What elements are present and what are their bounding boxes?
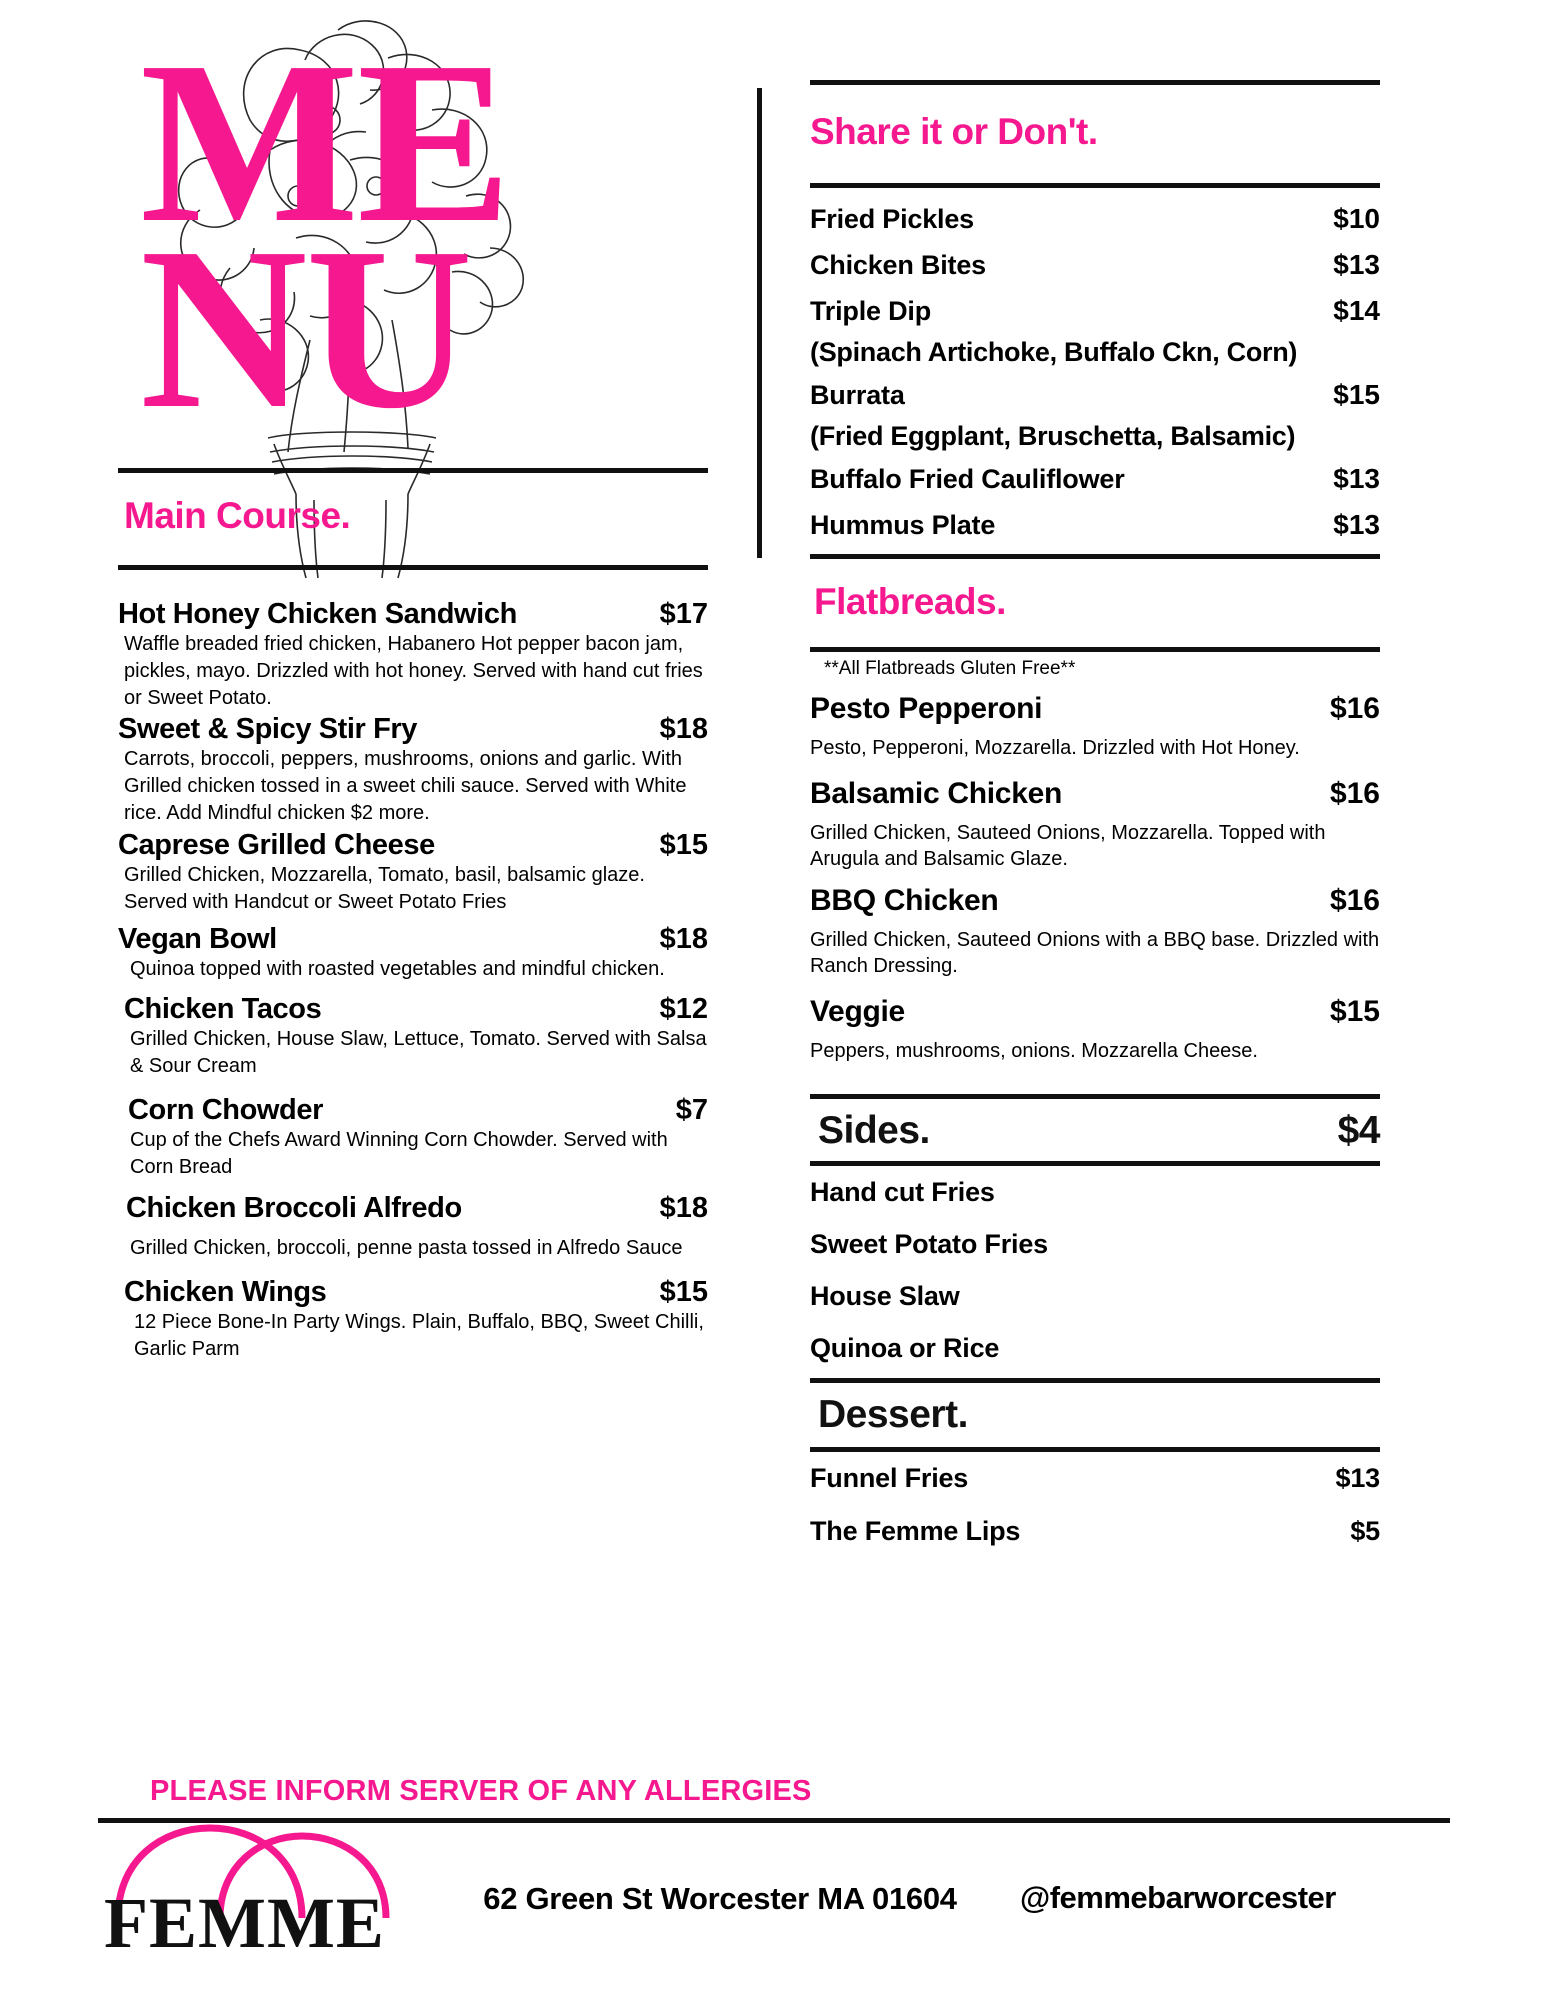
flatbread-item-bbq-chicken (810, 874, 1380, 981)
flatbread-item-price: $15 (1329, 995, 1380, 1028)
main-course-item-price: $18 (659, 1192, 708, 1225)
vertical-divider (757, 88, 762, 558)
share-item-price: $15 (1333, 379, 1380, 410)
flatbread-item-price: $16 (1329, 884, 1380, 917)
femme-logo-wordmark: FEMME (104, 1883, 385, 1963)
dessert-item-price: $13 (1335, 1463, 1380, 1493)
menu-wordmark-line-2: NU (140, 199, 472, 457)
flatbread-item-balsamic-chicken (810, 763, 1380, 874)
main-course-item-name: Hot Honey Chicken Sandwich (118, 598, 517, 630)
share-item-price: $13 (1333, 463, 1380, 494)
flatbread-item-description: Peppers, mushrooms, onions. Mozzarella Cheese. (810, 1040, 1258, 1062)
social-handle: @femmebarworcester (1020, 1880, 1336, 1915)
sides-item-sweet-potato-fries: Sweet Potato Fries (810, 1229, 1048, 1259)
dessert-item-the-femme-lips (810, 1505, 1380, 1558)
main-course-item-description: Carrots, broccoli, peppers, mushrooms, onions and garlic. With Grilled chicken tossed in a sweet chili sauce. Served with White rice. Add Mindful chicken $2 more. (124, 748, 687, 824)
share-item-fried-pickles (810, 196, 1380, 242)
main-course-item-caprese-grilled-cheese (118, 829, 708, 918)
share-list-top-rule (810, 183, 1380, 188)
flatbread-item-description: Pesto, Pepperoni, Mozzarella. Drizzled with Hot Honey. (810, 737, 1300, 759)
main-course-item-price: $7 (675, 1093, 708, 1126)
main-course-item-name: Sweet & Spicy Stir Fry (118, 713, 418, 746)
femme-logo (100, 1822, 420, 1972)
flatbreads-section-title: Flatbreads. (814, 581, 1006, 622)
share-item-price: $13 (1333, 249, 1380, 280)
flatbread-item-pesto-pepperoni (810, 684, 1380, 763)
share-item-burrata-subtitle: (Fried Eggplant, Bruschetta, Balsamic) (810, 421, 1296, 451)
sides-section-header (810, 1099, 1380, 1161)
main-course-item-corn-chowder (118, 1082, 708, 1183)
sides-section-price: $4 (1337, 1109, 1380, 1152)
left-column (118, 468, 708, 1365)
main-course-item-hot-honey-chicken-sandwich (118, 592, 708, 713)
menu-wordmark (140, 14, 510, 457)
main-course-item-description: Grilled Chicken, broccoli, penne pasta tossed in Alfredo Sauce (130, 1237, 683, 1260)
main-course-item-description: Cup of the Chefs Award Winning Corn Chowder. Served with Corn Bread (130, 1128, 668, 1178)
share-item-hummus-plate (810, 502, 1380, 548)
main-course-item-sweet-and-spicy-stir-fry (118, 713, 708, 828)
main-course-item-vegan-bowl (118, 917, 708, 985)
share-section-title: Share it or Don't. (810, 111, 1098, 152)
main-course-item-name: Caprese Grilled Cheese (118, 828, 435, 861)
main-course-item-description: Waffle breaded fried chicken, Habanero Hot pepper bacon jam, pickles, mayo. Drizzled with hot honey. Served with hand cut fries or Sweet Potato. (124, 633, 703, 709)
dessert-item-name: Funnel Fries (810, 1463, 969, 1493)
right-column (810, 80, 1380, 1558)
flatbread-item-description: Grilled Chicken, Sauteed Onions with a BBQ base. Drizzled with Ranch Dressing. (810, 929, 1380, 977)
share-item-price: $13 (1333, 509, 1380, 540)
main-course-item-description: Quinoa topped with roasted vegetables and mindful chicken. (130, 958, 665, 981)
share-item-name: Chicken Bites (810, 250, 986, 280)
share-item-price: $10 (1333, 203, 1380, 234)
sides-section-title: Sides. (818, 1109, 930, 1152)
dessert-item-name: The Femme Lips (810, 1516, 1021, 1546)
main-course-item-description: Grilled Chicken, House Slaw, Lettuce, Tomato. Served with Salsa & Sour Cream (130, 1028, 707, 1077)
flatbread-item-description: Grilled Chicken, Sauteed Onions, Mozzarella. Topped with Arugula and Balsamic Glaze. (810, 822, 1326, 870)
main-course-item-price: $15 (659, 828, 708, 861)
flatbread-item-name: BBQ Chicken (810, 884, 999, 917)
sides-item-house-slaw: House Slaw (810, 1281, 960, 1311)
share-item-triple-dip (810, 288, 1380, 334)
share-item-name: Triple Dip (810, 296, 932, 326)
share-item-price: $14 (1333, 295, 1380, 326)
main-course-item-chicken-wings (118, 1264, 708, 1365)
flatbread-item-veggie (810, 981, 1380, 1066)
dessert-item-price: $5 (1350, 1516, 1380, 1546)
restaurant-address: 62 Green St Worcester MA 01604 (483, 1881, 957, 1916)
main-course-item-description: Grilled Chicken, Mozzarella, Tomato, basil, balsamic glaze. Served with Handcut or Sweet Potato Fries (124, 863, 645, 913)
main-course-item-description: 12 Piece Bone-In Party Wings. Plain, Buffalo, BBQ, Sweet Chilli, Garlic Parm (134, 1311, 704, 1360)
main-course-list-rule (118, 565, 708, 570)
share-item-chicken-bites (810, 242, 1380, 288)
allergy-notice: PLEASE INFORM SERVER OF ANY ALLERGIES (150, 1775, 812, 1807)
main-course-item-price: $12 (659, 993, 708, 1026)
dessert-section-title: Dessert. (818, 1393, 968, 1436)
sides-item-quinoa-or-rice: Quinoa or Rice (810, 1333, 1000, 1363)
flatbread-item-name: Veggie (810, 995, 905, 1028)
share-item-burrata (810, 372, 1380, 418)
main-course-item-chicken-tacos (118, 985, 708, 1082)
main-course-item-name: Chicken Tacos (124, 993, 322, 1026)
flatbread-item-name: Balsamic Chicken (810, 777, 1062, 810)
main-course-item-price: $17 (659, 598, 708, 630)
flatbread-item-price: $16 (1329, 692, 1380, 725)
share-item-name: Burrata (810, 380, 905, 410)
sides-item-hand-cut-fries: Hand cut Fries (810, 1177, 995, 1207)
main-course-item-name: Corn Chowder (128, 1093, 323, 1126)
main-course-item-name: Chicken Wings (124, 1276, 327, 1309)
flatbread-item-price: $16 (1329, 777, 1380, 810)
main-course-item-price: $18 (659, 923, 708, 956)
main-course-section-title: Main Course. (124, 495, 351, 536)
share-item-name: Fried Pickles (810, 204, 974, 234)
share-item-buffalo-fried-cauliflower (810, 456, 1380, 502)
main-course-item-price: $15 (659, 1276, 708, 1309)
share-section-top-rule (810, 80, 1380, 85)
main-course-item-name: Chicken Broccoli Alfredo (126, 1192, 462, 1225)
dessert-item-funnel-fries (810, 1452, 1380, 1505)
menu-wordmark-line-1: ME (140, 14, 510, 271)
main-course-item-chicken-broccoli-alfredo (118, 1182, 708, 1264)
share-item-name: Buffalo Fried Cauliflower (810, 464, 1125, 494)
flatbread-item-name: Pesto Pepperoni (810, 692, 1043, 725)
share-item-name: Hummus Plate (810, 510, 996, 540)
share-item-triple-dip-subtitle: (Spinach Artichoke, Buffalo Ckn, Corn) (810, 337, 1298, 367)
main-course-item-price: $18 (659, 713, 708, 746)
flatbreads-gluten-free-note: **All Flatbreads Gluten Free** (824, 658, 1076, 679)
main-course-item-name: Vegan Bowl (118, 923, 277, 956)
